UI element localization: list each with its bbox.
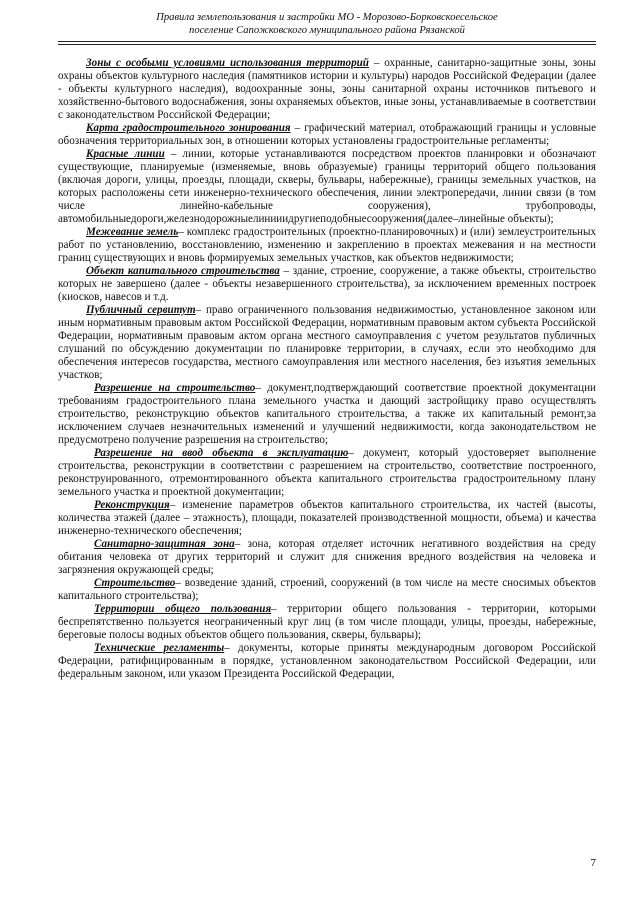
defined-term: Карта градостроительного зонирования	[86, 122, 291, 134]
definition-text: – графический материал, отображающий границы и условные обозначения территориальных зон, в отношении которых установлены градостроительные регламенты;	[58, 122, 596, 147]
definition-text: – документы, которые приняты международным договором Российской Федерации, ратифицированным в порядке, установленном законодательством Российской Федерации, или федеральным законом, или указом Президента Российской Федерации,	[58, 642, 596, 680]
definition-paragraph	[58, 148, 596, 226]
defined-term: Красные линии	[86, 148, 165, 160]
definition-paragraph	[58, 499, 596, 538]
definition-paragraph	[58, 122, 596, 148]
definition-text: – право ограниченного пользования недвижимостью, установленное законом или иным нормативным правовым актом Российской Федерации, нормативным правовым актом субъекта Российской Федерации, нормативным правовым актом органа местного самоуправления с учетом результатов публичных слушаний по обсуждению документации по планировке территории, в случаях, если это необходимо для обеспечения интересов государства, местного самоуправления или местного населения, без изъятия земельных участков;	[58, 304, 596, 381]
defined-term: Реконструкция	[94, 499, 170, 511]
running-header	[58, 12, 596, 37]
definition-paragraph	[58, 603, 596, 642]
defined-term: Территории общего пользования	[94, 603, 272, 615]
definition-text: – линии, которые устанавливаются посредством проектов планировки и обозначают существующие, планируемые (изменяемые, вновь образуемые) границы территорий общего пользования (включая дороги, улицы, проезды, площади, скверы, бульвары, набережные), границы земельных участков, на которых расположены сети инженерно-технического обеспечения, линии электропередачи, линии связи (в том числе линейно-кабельные сооружения), трубопроводы, автомобильныедороги,железнодорожныелинииидругиеподобныесооружения(далее–линейные объекты);	[58, 148, 596, 225]
definition-text: – документ,подтверждающий соответствие проектной документации требованиям градостроительного плана земельного участка и дающий застройщику право осуществлять строительство, реконструкцию объектов капитального строительства, а также их капитальный ремонт,за исключением случаев незначительных изменений и улучшений недвижимости, когда законодательством не предусмотрено получение разрешения на строительство;	[58, 382, 596, 446]
header-line-1: Правила землепользования и застройки МО - Морозово-Борковскоесельское	[156, 12, 498, 23]
definition-paragraph	[58, 577, 596, 603]
defined-term: Санитарно-защитная зона	[94, 538, 235, 550]
defined-term: Межевание земель	[86, 226, 179, 238]
page-number: 7	[590, 857, 596, 869]
definition-text: – изменение параметров объектов капитального строительства, их частей (высоты, количества этажей (далее – этажность), площади, показателей производственной мощности, объема) и качества инженерно-технического обеспечения;	[58, 499, 596, 537]
defined-term: Строительство	[94, 577, 176, 589]
header-rule	[58, 41, 596, 45]
defined-term: Разрешение на строительство	[94, 382, 256, 394]
definition-paragraph	[58, 57, 596, 122]
definition-text: – возведение зданий, строений, сооружений (в том числе на месте сносимых объектов капитального строительства);	[58, 577, 596, 602]
definition-paragraph	[58, 382, 596, 447]
definition-text: – охранные, санитарно-защитные зоны, зоны охраны объектов культурного наследия (памятников истории и культуры) народов Российской Федерации (далее - объекты культурного наследия), водоохранные зоны, зоны санитарной охраны источников питьевого и хозяйственно-бытового водоснабжения, зоны охраняемых объектов, иные зоны, устанавливаемые в соответствии с законодательством Российской Федерации;	[58, 57, 596, 121]
header-line-2: поселение Сапожковского муниципального района Рязанской	[189, 24, 465, 36]
definition-paragraph	[58, 226, 596, 265]
defined-term: Технические регламенты	[94, 642, 225, 654]
definition-text: – здание, строение, сооружение, а также объекты, строительство которых не завершено (далее - объекты незавершенного строительства), за исключением временных построек (киосков, навесов и т.д.	[58, 265, 596, 303]
defined-term: Объект капитального строительства	[86, 265, 280, 277]
definition-paragraph	[58, 447, 596, 499]
defined-term: Публичный сервитут	[86, 304, 196, 316]
definition-paragraph	[58, 265, 596, 304]
document-body	[58, 57, 596, 681]
definition-paragraph	[58, 642, 596, 681]
definition-text: – документ, который удостоверяет выполнение строительства, реконструкции в соответствии с разрешением на строительство, соответствие построенного, реконструированного, отремонтированного объекта капитального строительства градостроительному плану земельного участка и проектной документации;	[58, 447, 596, 498]
definition-text: – комплекс градостроительных (проектно-планировочных) и (или) землеустроительных работ по установлению, восстановлению, изменению и закреплению в проектах межевания и на местности границ существующих и вновь формируемых земельных участков, как объектов недвижимости;	[58, 226, 596, 264]
defined-term: Зоны с особыми условиями использования территорий	[86, 57, 369, 69]
definition-paragraph	[58, 538, 596, 577]
definition-text: – зона, которая отделяет источник негативного воздействия на среду обитания человека от других территорий и служит для снижения вредного воздействия на человека и загрязнения окружающей среды;	[58, 538, 596, 576]
definition-paragraph	[58, 304, 596, 382]
definition-text: – территории общего пользования - территории, которыми беспрепятственно пользуется неограниченный круг лиц (в том числе площади, улицы, проезды, набережные, береговые полосы водных объектов общего пользования, скверы, бульвары);	[58, 603, 596, 641]
defined-term: Разрешение на ввод объекта в эксплуатацию	[94, 447, 349, 459]
